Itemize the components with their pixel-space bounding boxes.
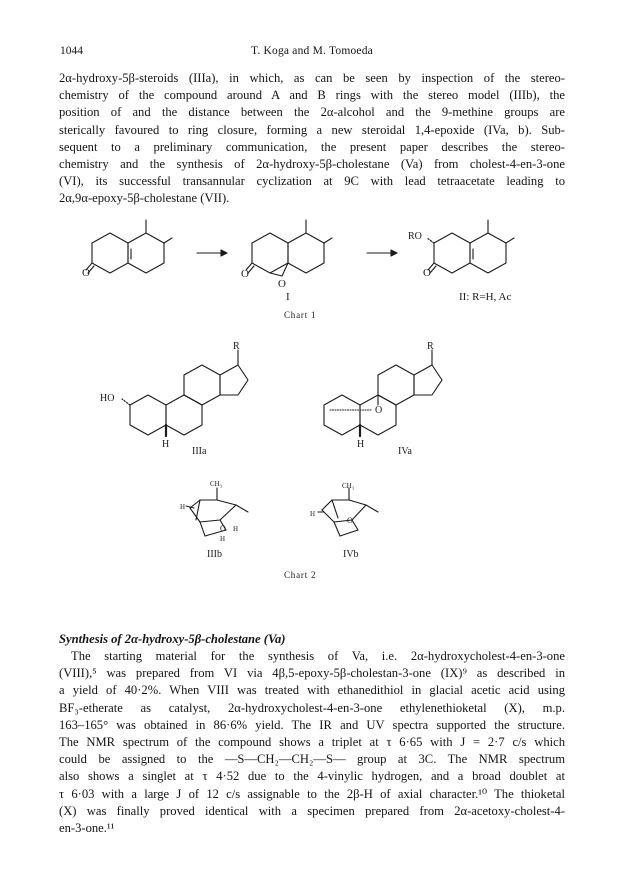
text-line: BF₃-etherate as catalyst, 2α-hydroxycholest-4-en-3-one ethylenethioketal (X), m.p. bbox=[59, 700, 565, 715]
text-line: en-3-one.¹¹ bbox=[59, 821, 115, 836]
compound-label-I: I bbox=[286, 291, 290, 303]
ch3-label: CH₃ bbox=[342, 482, 355, 490]
text-line: could be assigned to the —S—CH₂—CH₂—S— group at 3C. The NMR spectrum bbox=[59, 752, 565, 767]
text-line: τ 6·03 with a large J of 12 c/s assignable to the 2β-H of axial character.¹⁰ The thioketal bbox=[59, 786, 565, 801]
o-label: O bbox=[347, 516, 353, 525]
chart2-caption: Chart 2 bbox=[284, 570, 317, 580]
h-label: H bbox=[220, 535, 226, 543]
h-label: H bbox=[162, 439, 170, 450]
carbonyl-o-label: O bbox=[241, 268, 249, 280]
text-line: (X) was finally proved identical with a specimen prepared from 2α-acetoxy-cholest-4- bbox=[59, 803, 565, 818]
ho-label: HO bbox=[100, 393, 115, 404]
page-number: 1044 bbox=[60, 45, 83, 57]
r-label: R bbox=[233, 341, 240, 352]
text-line: a yield of 40·2%. When VIII was treated with ethanedithiol in glacial acetic acid using bbox=[59, 683, 565, 698]
text-line: chemistry and the synthesis of 2α-hydroxy-5β-cholestane (Va) from cholest-4-en-3-one bbox=[59, 157, 565, 172]
compound-label-IVb: IVb bbox=[343, 549, 359, 560]
chart1-caption: Chart 1 bbox=[284, 310, 317, 320]
compound-label-IIIb: IIIb bbox=[207, 549, 222, 560]
text-line: 163–165° was obtained in 86·6% yield. The IR and UV spectra supported the structure. bbox=[59, 717, 565, 732]
h-label: H bbox=[357, 439, 365, 450]
text-line: also shows a singlet at τ 4·52 due to the 4-vinylic hydrogen, and a broad doublet at bbox=[59, 769, 565, 784]
epoxide-o-label: O bbox=[278, 278, 286, 290]
text-line: sequent to a preliminary communication, the present paper describes the stereo- bbox=[59, 139, 565, 154]
epoxy-ketone-structure-I bbox=[246, 220, 332, 276]
text-line: The NMR spectrum of the compound shows a triplet at τ 6·65 with J = 2·7 c/s which bbox=[59, 735, 565, 750]
steroid-epoxide-structure-IVa bbox=[324, 350, 442, 436]
ro-label: RO bbox=[408, 231, 422, 242]
arrow-head bbox=[221, 250, 227, 256]
steroid-structure-IIIa bbox=[122, 350, 248, 436]
o-label: O bbox=[220, 524, 226, 533]
compound-label-II: II: R=H, Ac bbox=[459, 291, 512, 303]
running-title: T. Koga and M. Tomoeda bbox=[251, 45, 373, 57]
text-line: chemistry of the compound around A and B rings with the stereo model (IIIb), the bbox=[59, 88, 565, 103]
arrow-head bbox=[391, 250, 397, 256]
text-line: position of and the distance between the 2α-alcohol and the 9-methine groups are bbox=[59, 105, 565, 120]
stereo-model-IIIb bbox=[186, 488, 248, 536]
epoxide-o-label: O bbox=[375, 405, 383, 416]
ch3-label: CH₃ bbox=[210, 480, 223, 488]
compound-label-IIIa: IIIa bbox=[192, 446, 207, 457]
body-paragraph bbox=[59, 648, 565, 837]
section-heading: Synthesis of 2α-hydroxy-5β-cholestane (Va) bbox=[59, 632, 286, 646]
text-line: (VI), its successful transannular cyclization at 9C with lead tetraacetate leading to bbox=[59, 174, 565, 189]
hydroxy-enone-structure-II bbox=[427, 220, 514, 273]
h-label: H bbox=[233, 525, 239, 533]
stereo-model-IVb bbox=[318, 488, 378, 536]
text-line: sterically favoured to ring closure, forming a new steroidal 1,4-epoxide (IVa, b). Sub- bbox=[59, 122, 565, 137]
carbonyl-o-label: O bbox=[423, 267, 431, 279]
r-label: R bbox=[427, 341, 434, 352]
carbonyl-o-label: O bbox=[82, 267, 90, 279]
h-label: H bbox=[180, 503, 186, 511]
text-line: 2α-hydroxy-5β-steroids (IIIa), in which, as can be seen by inspection of the stereo- bbox=[59, 71, 565, 85]
enone-structure bbox=[86, 220, 172, 273]
text-line: The starting material for the synthesis of Va, i.e. 2α-hydroxycholest-4-en-3-one bbox=[71, 649, 565, 663]
compound-label-IVa: IVa bbox=[398, 446, 412, 457]
text-line: 2α,9α-epoxy-5β-cholestane (VII). bbox=[59, 191, 230, 206]
text-line: (VIII),⁵ was prepared from VI via 4β,5-epoxy-5β-cholestan-3-one (IX)⁹ as described in bbox=[59, 666, 565, 681]
h-label: H bbox=[310, 510, 316, 518]
